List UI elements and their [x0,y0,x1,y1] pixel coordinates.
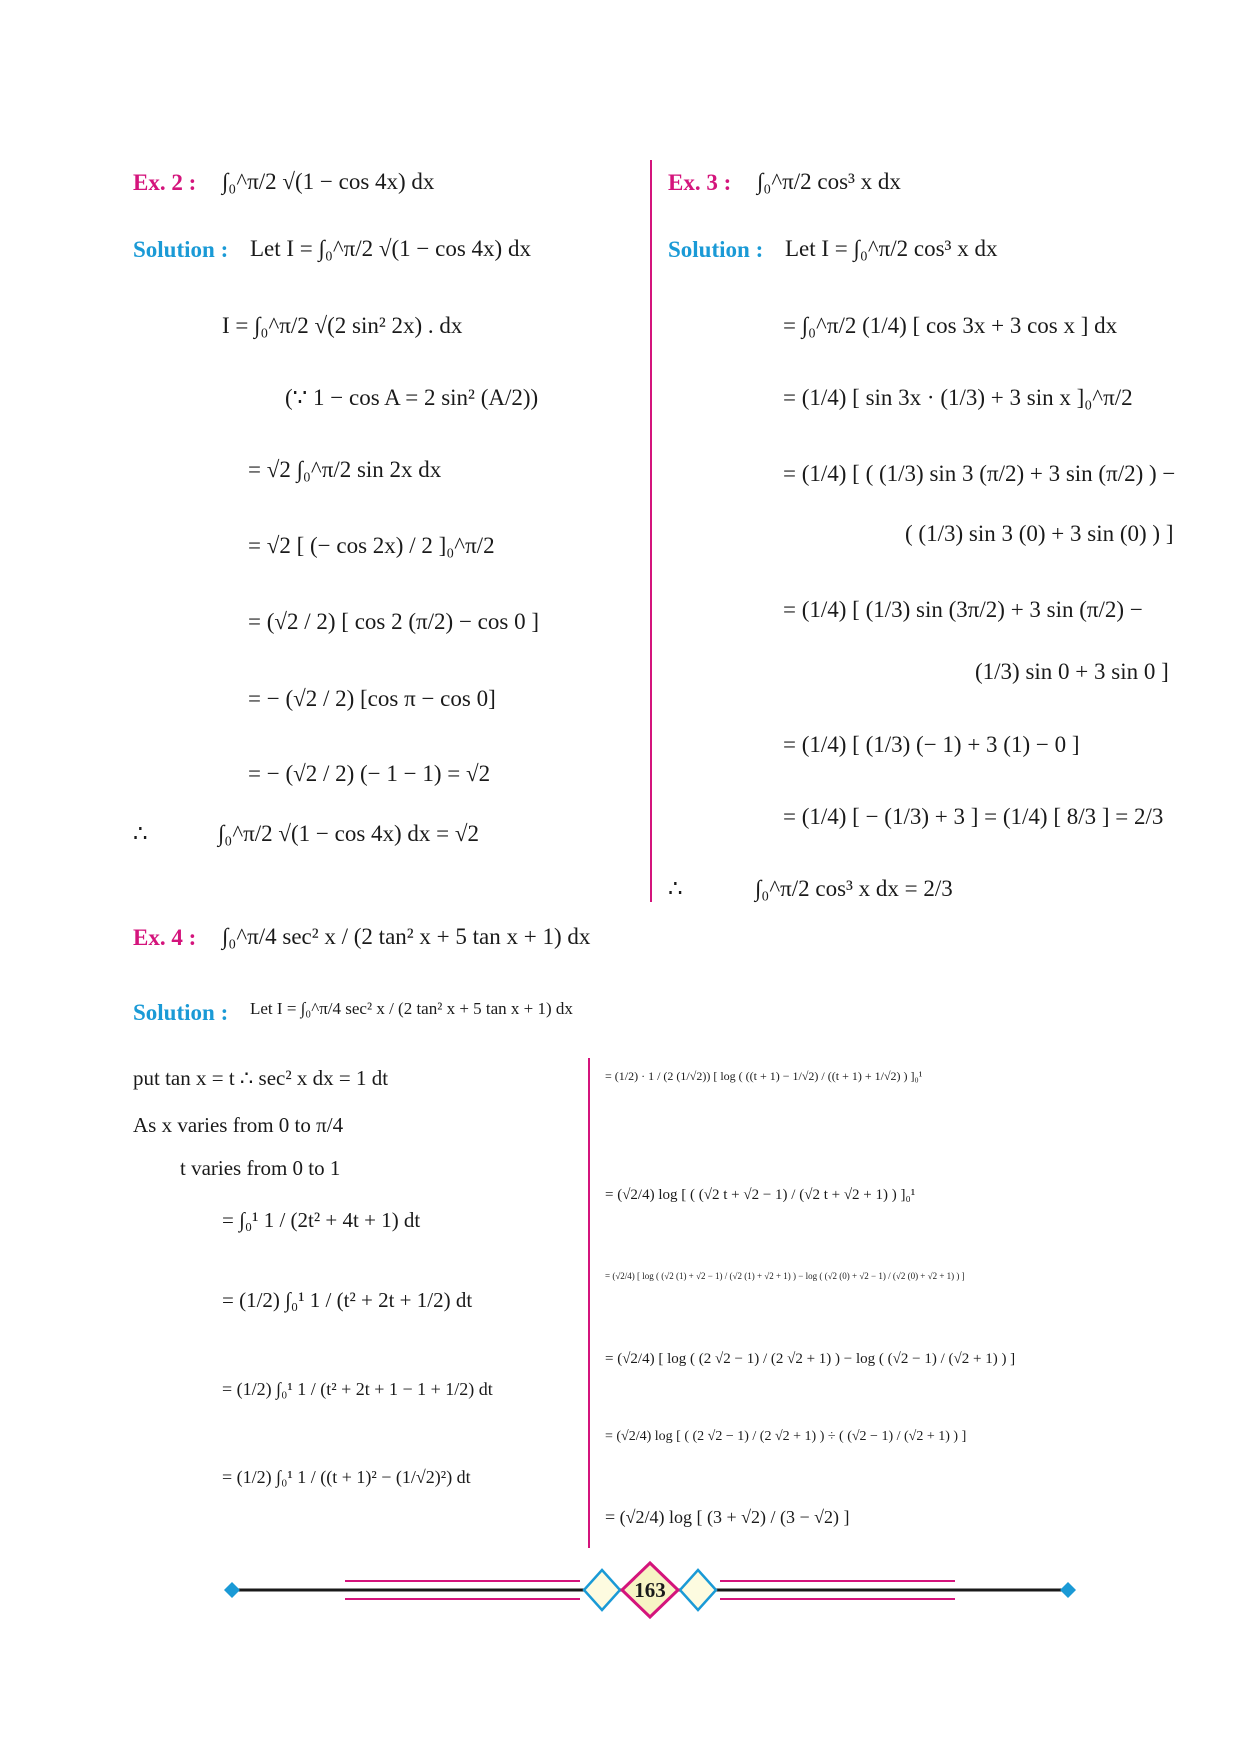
ex4-right-line-5: = (√2/4) log [ ( (2 √2 − 1) / (2 √2 + 1) ) ÷ ( (√2 − 1) / (√2 + 1) ) ] [605,1429,967,1444]
ex2-line-3: (∵ 1 − cos A = 2 sin² (A/2)) [285,385,539,410]
ex4-left-line-6: = (1/2) ∫₀¹ 1 / (t² + 2t + 1/2) dt [222,1288,473,1312]
ex2-line-8: = − (√2 / 2) (− 1 − 1) = √2 [248,761,491,786]
ex4-left-line-1: Let I = ∫₀^π/4 sec² x / (2 tan² x + 5 tan x + 1) dx [250,999,573,1018]
ex4-left-line-4: t varies from 0 to 1 [180,1156,341,1180]
ex4-right-line-2: = (√2/4) log [ ( (√2 t + √2 − 1) / (√2 t + √2 + 1) ) ]₀¹ [605,1187,916,1203]
column-divider-top [650,160,652,902]
ex4-heading: Ex. 4 : [133,925,197,950]
ex3-solution-label: Solution : [668,237,764,262]
ex4-left-line-8: = (1/2) ∫₀¹ 1 / ((t + 1)² − (1/√2)²) dt [222,1467,471,1487]
ex4-problem: ∫₀^π/4 sec² x / (2 tan² x + 5 tan x + 1) dx [222,924,591,949]
ex4-left-line-7: = (1/2) ∫₀¹ 1 / (t² + 2t + 1 − 1 + 1/2) dt [222,1379,493,1399]
ex2-problem: ∫₀^π/2 √(1 − cos 4x) dx [222,169,435,194]
ex3-heading: Ex. 3 : [668,170,732,195]
ex2-heading: Ex. 2 : [133,170,197,195]
ex4-solution-label: Solution : [133,1000,229,1025]
ex4-right-line-6: = (√2/4) log [ (3 + √2) / (3 − √2) ] [605,1507,850,1527]
ex3-conclusion: ∫₀^π/2 cos³ x dx = 2/3 [755,876,953,901]
ex4-right-line-1: = (1/2) · 1 / (2 (1/√2)) [ log ( ((t + 1) − 1/√2) / ((t + 1) + 1/√2) ) ]₀¹ [605,1069,923,1083]
page-number: 163 [634,1578,666,1602]
column-divider-bottom [588,1058,590,1548]
ex3-conclusion-symbol: ∴ [668,876,683,901]
ex3-line-4: = (1/4) [ ( (1/3) sin 3 (π/2) + 3 sin (π/2) ) − [783,461,1176,486]
ex3-line-2: = ∫₀^π/2 (1/4) [ cos 3x + 3 cos x ] dx [783,313,1118,338]
ex2-line-2: I = ∫₀^π/2 √(2 sin² 2x) . dx [222,313,463,338]
ex3-problem: ∫₀^π/2 cos³ x dx [757,169,901,194]
ex3-line-3: = (1/4) [ sin 3x · (1/3) + 3 sin x ]₀^π/2 [783,385,1133,410]
ex4-right-line-4: = (√2/4) [ log ( (2 √2 − 1) / (2 √2 + 1) ) − log ( (√2 − 1) / (√2 + 1) ) ] [605,1351,1016,1367]
ex2-line-7: = − (√2 / 2) [cos π − cos 0] [248,686,496,711]
ex4-left-line-5: = ∫₀¹ 1 / (2t² + 4t + 1) dt [222,1208,421,1232]
ex2-line-4: = √2 ∫₀^π/2 sin 2x dx [248,457,442,482]
ex2-line-5: = √2 [ (− cos 2x) / 2 ]₀^π/2 [248,533,495,558]
ex2-conclusion-symbol: ∴ [133,821,148,846]
ex4-left-line-2: put tan x = t ∴ sec² x dx = 1 dt [133,1066,389,1090]
ex3-line-7: (1/3) sin 0 + 3 sin 0 ] [975,659,1169,684]
ex3-line-9: = (1/4) [ − (1/3) + 3 ] = (1/4) [ 8/3 ] = 2/3 [783,804,1164,829]
ex3-line-8: = (1/4) [ (1/3) (− 1) + 3 (1) − 0 ] [783,732,1080,757]
ex3-line-1: Let I = ∫₀^π/2 cos³ x dx [785,236,998,261]
ex4-left-line-3: As x varies from 0 to π/4 [133,1113,344,1137]
ex2-line-6: = (√2 / 2) [ cos 2 (π/2) − cos 0 ] [248,609,539,634]
ex3-line-5: ( (1/3) sin 3 (0) + 3 sin (0) ) ] [905,521,1174,546]
ex2-conclusion: ∫₀^π/2 √(1 − cos 4x) dx = √2 [218,821,480,846]
ex3-line-6: = (1/4) [ (1/3) sin (3π/2) + 3 sin (π/2) − [783,597,1143,622]
ex4-right-line-3: = (√2/4) [ log ( (√2 (1) + √2 − 1) / (√2 (1) + √2 + 1) ) − log ( (√2 (0) + √2 − 1) / (√2 (0) + √2 + 1) ) ] [605,1271,965,1281]
ex2-line-1: Let I = ∫₀^π/2 √(1 − cos 4x) dx [250,236,531,261]
ex2-solution-label: Solution : [133,237,229,262]
